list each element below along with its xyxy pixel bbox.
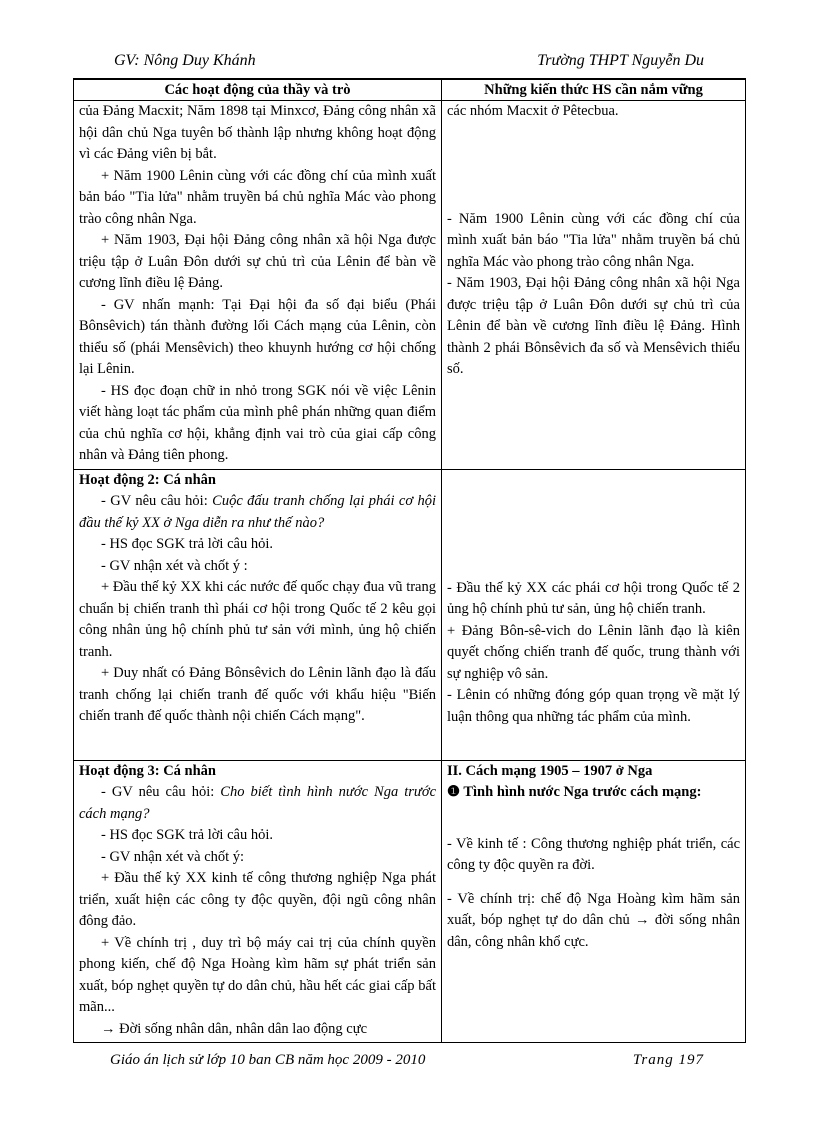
question-paragraph [79, 782, 436, 825]
question-prefix: - GV nêu câu hỏi: [101, 784, 221, 800]
footer-title: Giáo án lịch sử lớp 10 ban CB năm học 2009 - 2010 [110, 1052, 426, 1068]
paragraph: - GV nhận xét và chốt ý : [101, 557, 248, 574]
paragraph: + Đầu thế kỷ XX khi các nước đế quốc chạy đua vũ trang chuẩn bị chiến tranh thì phái cơ hội trong Quốc tế 2 kêu gọi công nhân ủng hộ chính phủ tư sản với mình, ủng hộ chiến tranh. [79, 579, 436, 660]
lesson-table [73, 78, 746, 1043]
paragraph: + Đầu thế kỷ XX kinh tế công thương nghiệp Nga phát triển, xuất hiện các công ty độc quyền, đội ngũ công nhân đông đảo. [79, 870, 436, 929]
paragraph: - GV nhấn mạnh: Tại Đại hội đa số đại biểu (Phái Bônsêvich) tán thành đường lối Cách mạng của Lênin, còn thiểu số (phái Mensêvich) theo khuynh hướng cơ hội chống lại Lênin. [79, 296, 436, 377]
paragraph: - HS đọc SGK trả lời câu hỏi. [101, 827, 273, 843]
page-header [114, 52, 704, 76]
page-footer [110, 1052, 704, 1074]
col-header-activities: Các hoạt động của thầy và trò [74, 79, 442, 101]
paragraph: - Năm 1900 Lênin cùng với các đồng chí của mình xuất bản báo "Tia lửa" nhằm truyền bá chủ nghĩa Mác vào phong trào công nhân Nga. [447, 210, 740, 270]
question-text: Cuộc đấu tranh chống lại phái cơ hội đầu thế kỷ XX ở Nga diễn ra như thế nào? [79, 493, 436, 531]
row3-left-cell [74, 760, 442, 1043]
paragraph: + Đảng Bôn-sê-vich do Lênin lãnh đạo là kiên quyết chống chiến tranh đế quốc, trung thành với sự nghiệp vô sản. [447, 622, 740, 682]
paragraph: + Về chính trị , duy trì bộ máy cai trị của chính quyền phong kiến, chế độ Nga Hoàng kìm hãm sự phát triển sản xuất, bóp nghẹt quyền tự do dân chủ, hầu hết các giai cấp bất mãn... [79, 934, 436, 1015]
paragraph: - Về kinh tế : Công thương nghiệp phát triển, các công ty độc quyền ra đời. [447, 835, 740, 873]
header-teacher: GV: Nông Duy Khánh [114, 52, 256, 69]
row1-right-cell [442, 101, 746, 470]
paragraph: - Lênin có những đóng góp quan trọng về mặt lý luận thông qua những tác phẩm của mình. [447, 687, 740, 725]
question-paragraph [79, 491, 436, 534]
paragraph: + Duy nhất có Đảng Bônsêvich do Lênin lãnh đạo là đấu tranh chống lại chiến tranh đế quốc với khẩu hiệu "Biến chiến tranh đế quốc thành nội chiến Cách mạng". [79, 665, 436, 724]
table-header-row [74, 79, 746, 101]
row2-left-cell [74, 469, 442, 760]
row2-right-cell [442, 469, 746, 760]
table-row [74, 760, 746, 1043]
row1-left-cell [74, 101, 442, 470]
paragraph: các nhóm Macxit ở Pêtecbua. [447, 103, 619, 119]
paragraph: + Năm 1900 Lênin cùng với các đồng chí của mình xuất bản báo "Tia lửa" nhằm truyền bá chủ nghĩa Mác vào phong trào công nhân Nga. [79, 167, 436, 227]
paragraph: + Năm 1903, Đại hội Đảng công nhân xã hội Nga được triệu tập ở Luân Đôn dưới sự chủ trì của Lênin để bàn về cương lĩnh điều lệ Đảng. [79, 232, 436, 291]
question-text: Cho biết tình hình nước Nga trước cách mạng? [79, 784, 437, 822]
question-prefix: - GV nêu câu hỏi: [101, 493, 213, 509]
section-subtitle: ❶ Tình hình nước Nga trước cách mạng: [447, 784, 702, 800]
paragraph: - Đầu thế kỷ XX các phái cơ hội trong Quốc tế 2 ủng hộ chính phủ tư sản, ủng hộ chiến tranh. [447, 579, 740, 617]
activity-title: Hoạt động 3: Cá nhân [79, 762, 216, 779]
activity-title: Hoạt động 2: Cá nhân [79, 471, 216, 488]
paragraph: - Về chính trị: chế độ Nga Hoàng kìm hãm sản xuất, bóp nghẹt tự do dân chủ → đời sống nhân dân, công nhân khổ cực. [447, 890, 740, 950]
col-header-knowledge: Những kiến thức HS cần nắm vững [442, 79, 746, 101]
paragraph: → Đời sống nhân dân, nhân dân lao động cực [101, 1020, 367, 1037]
paragraph: - GV nhận xét và chốt ý: [101, 848, 245, 865]
paragraph: - Năm 1903, Đại hội Đảng công nhân xã hội Nga được triệu tập ở Luân Đôn dưới sự chủ trì của Lênin để bàn về cương lĩnh điều lệ Đảng. Hình thành 2 phái Bônsêvich đa số và Mensêvich thiểu số. [447, 275, 740, 377]
paragraph: của Đảng Macxit; Năm 1898 tại Minxcơ, Đảng công nhân xã hội dân chủ Nga tuyên bố thành lập nhưng không hoạt động vì các Đảng viên bị bắt. [79, 103, 436, 162]
header-school: Trường THPT Nguyễn Du [537, 52, 704, 69]
table-row [74, 101, 746, 470]
page-number: Trang 197 [632, 1052, 704, 1068]
paragraph: - HS đọc đoạn chữ in nhỏ trong SGK nói về việc Lênin viết hàng loạt tác phẩm của mình phê phán những quan điểm của chủ nghĩa cơ hội, khẳng định vai trò của giai cấp công nhân và Đảng tiên phong. [79, 382, 436, 463]
row3-right-cell [442, 760, 746, 1043]
section-title: II. Cách mạng 1905 – 1907 ở Nga [447, 762, 653, 779]
paragraph: - HS đọc SGK trả lời câu hỏi. [101, 536, 273, 552]
table-row [74, 469, 746, 760]
